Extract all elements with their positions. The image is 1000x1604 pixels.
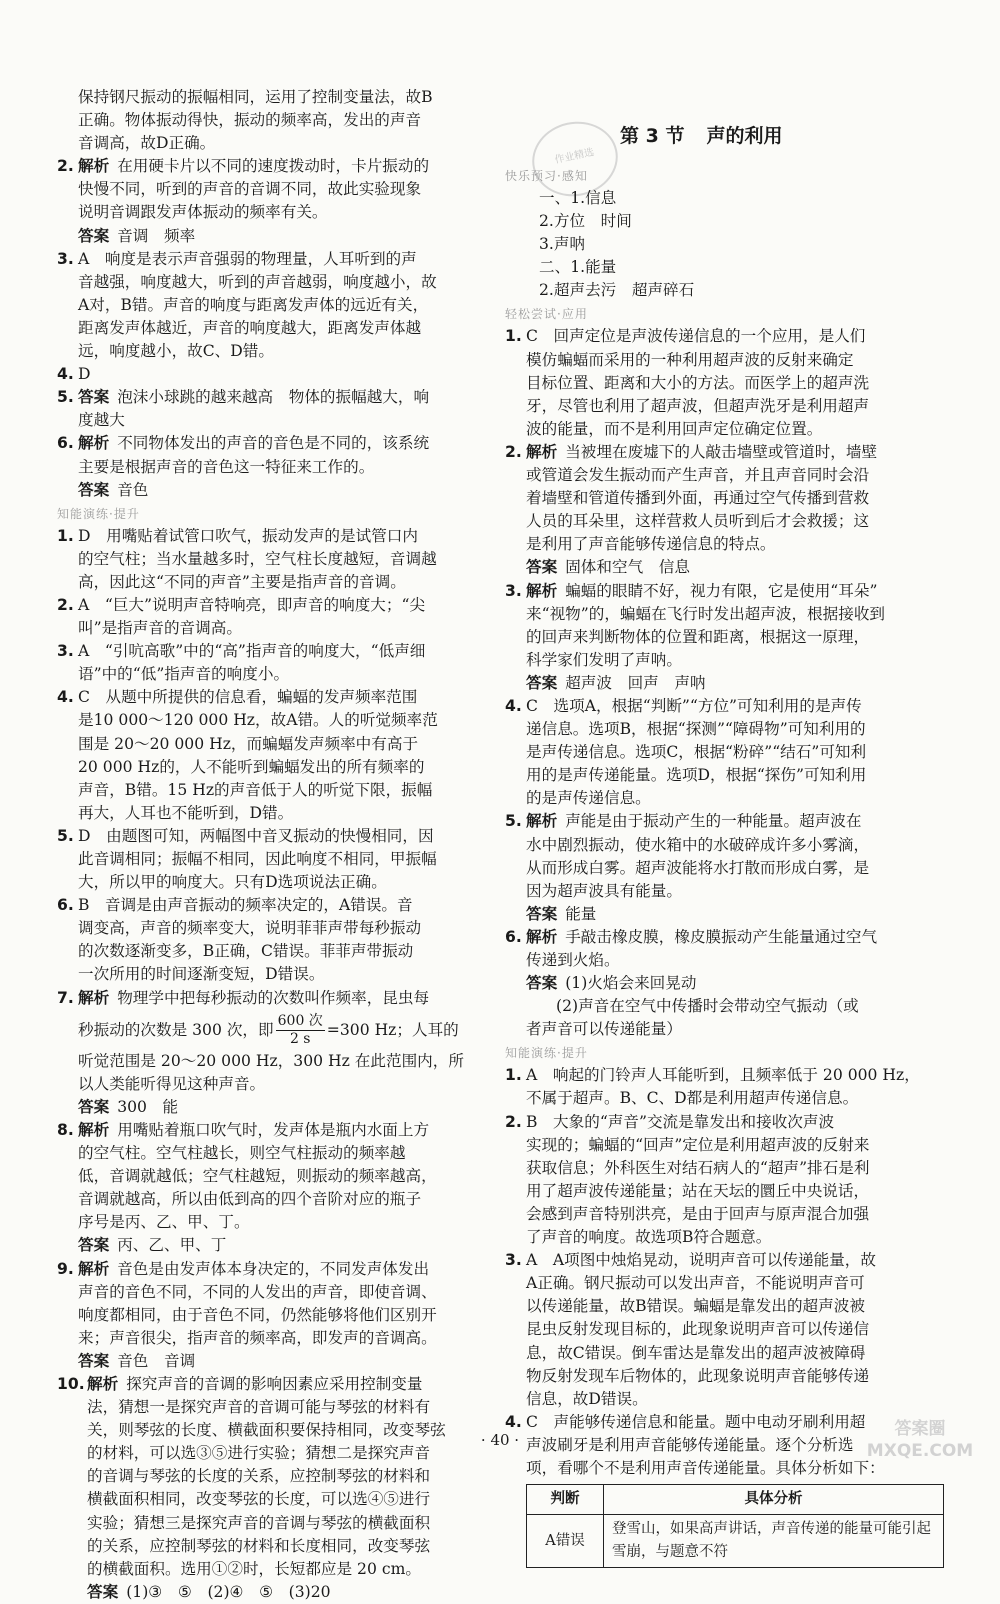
preview-item: [539, 210, 948, 233]
analysis-label: 解析: [526, 581, 558, 600]
question-number: 1.: [505, 1066, 522, 1085]
question-3: [57, 248, 497, 363]
section-number: 第 3 节: [620, 125, 685, 147]
text-line: 音越强，响度越大，听到的声音越弱，响度越小，故: [78, 272, 437, 291]
answer-text: 音色: [117, 480, 149, 499]
text-line: 目标位置、距离和大小的方法。而医学上的超声洗: [526, 373, 870, 392]
text-line: 横截面积相同，改变琴弦的长度，可以选④⑤进行: [87, 1490, 431, 1509]
item-label: 一、1.: [539, 189, 586, 207]
text-fragment: =300 Hz；人耳的: [326, 1020, 459, 1039]
question-number: 5.: [57, 826, 74, 845]
stamp-text: 作业精选: [553, 147, 596, 167]
text-line: 是10 000～120 000 Hz，故A错。人的听觉频率范: [78, 711, 438, 730]
question-number: 9.: [57, 1259, 74, 1278]
text-line: 的是声传递信息。: [526, 789, 651, 808]
answer-text: (2)声音在空气中传播时会带动空气振动（或: [556, 997, 859, 1016]
text-line: B 大象的“声音”交流是靠发出和接收次声波: [526, 1112, 835, 1131]
text-line: 了声音的响度。故选项B符合题意。: [526, 1228, 772, 1247]
answer-text: (1)③ ⑤ (2)④ ⑤ (3)20: [126, 1582, 331, 1601]
table-row: [527, 1515, 944, 1568]
answer-text: (1)火焰会来回晃动: [565, 974, 697, 993]
question-number: 6.: [57, 434, 74, 453]
text-line: 的音调与琴弦的长度的关系，应控制琴弦的材料和: [87, 1467, 431, 1486]
text-line: 会感到声音特别洪亮，是由于回声与原声混合加强: [526, 1204, 870, 1223]
text-line: 当被埋在废墟下的人敲击墙壁或管道时，墙壁: [565, 442, 878, 461]
text-line: 因为超声波具有能量。: [526, 881, 682, 900]
answer-8: [57, 1234, 497, 1257]
text-line: 关，则琴弦的长度、横截面积要保持相同，改变琴弦: [87, 1421, 446, 1440]
text-line: 快慢不同，听到的声音的音调不同，故此实验现象: [78, 180, 422, 199]
answer-label: 答案: [87, 1582, 119, 1601]
section-label: 知能演练·提升: [505, 1046, 588, 1061]
text-line: 探究声音的音调的影响因素应采用控制变量: [126, 1374, 423, 1393]
answer-text: 300 能: [117, 1097, 179, 1116]
answer-text: 超声波 回声 声呐: [565, 673, 706, 692]
answer-2: [57, 225, 497, 248]
text-line: 模仿蝙蝠而采用的一种利用超声波的反射来确定: [526, 350, 854, 369]
text-line: 在用硬卡片以不同的速度拨动时，卡片振动的: [117, 157, 430, 176]
analysis-label: 解析: [87, 1374, 119, 1393]
preview-item: [539, 233, 948, 256]
text-line: 着墙壁和管道传播到外面，再通过空气传播到营救: [526, 489, 870, 508]
analysis-label: 解析: [526, 442, 558, 461]
text-line: 此音调相同；振幅不相同，因此响度不相同，甲振幅: [78, 850, 437, 868]
text-line: 来；声音很尖，指声音的频率高，即发声的音调高。: [78, 1328, 437, 1347]
item-text: 方位 时间: [553, 212, 632, 231]
table-header-row: [527, 1485, 944, 1515]
answer-try-6: [505, 972, 948, 1041]
answer-6: [57, 479, 497, 502]
text-line: 以传递能量，故B错误。蝙蝠是靠发出的超声波被: [526, 1297, 865, 1316]
text-line: 不同物体发出的声音的音色是不同的，该系统: [117, 434, 430, 453]
text-line: 是声传递信息。选项C，根据“粉碎”“结石”可知利: [526, 743, 867, 762]
text-line: 或管道会发生振动而产生声音，并且声音同时会沿: [526, 466, 870, 485]
text-line: 用了超声波传递能量；站在天坛的圜丘中央说话，: [526, 1181, 870, 1200]
page-number: · 40 ·: [480, 1431, 520, 1449]
analysis-label: 解析: [526, 927, 558, 946]
text-line: 一次所用的时间逐渐变短，D错误。: [78, 965, 325, 984]
question-number: 1.: [505, 327, 522, 346]
text-line: C 声能够传递信息和能量。题中电动牙刷利用超: [526, 1412, 866, 1431]
table-header: 具体分析: [604, 1485, 944, 1515]
question-number: 5.: [505, 812, 522, 831]
text-line: 主要是根据声音的音色这一特征来工作的。: [78, 457, 375, 476]
preview-answers: [505, 187, 948, 302]
question-number: 3.: [57, 249, 74, 268]
drill-2: [505, 1111, 948, 1250]
answer-label: 答案: [78, 1097, 110, 1116]
try-2: [505, 441, 948, 556]
question-number: 5.: [57, 388, 74, 407]
answer-label: 答案: [78, 226, 110, 245]
analysis-label: 解析: [78, 434, 110, 453]
text-line: 声波刷牙是利用声音能够传递能量。逐个分析选: [526, 1435, 854, 1454]
answer-try-2: [505, 556, 948, 579]
question-2: [57, 155, 497, 224]
exercise-5: [57, 825, 497, 894]
try-5: [505, 810, 948, 902]
text-line: A 响度是表示声音强弱的物理量，人耳听到的声: [78, 249, 417, 268]
text-line: 以人类能听得见这种声音。: [78, 1074, 266, 1093]
text-line: 用的是声传递能量。选项D，根据“探伤”可知利用: [526, 766, 867, 785]
item-label: 2.: [539, 281, 554, 300]
exercise-1: [57, 525, 497, 594]
formula-line: [78, 1010, 497, 1050]
text-line: 手敲击橡皮膜，橡皮膜振动产生能量通过空气: [565, 927, 878, 946]
answer-label: 答案: [526, 558, 558, 577]
exercise-3: [57, 640, 497, 686]
question-number: 3.: [505, 581, 522, 600]
question-number: 4.: [57, 365, 74, 384]
question-number: 2.: [57, 157, 74, 176]
drill-3: [505, 1249, 948, 1411]
text-line: A正确。钢尺振动可以发出声音，不能说明声音可: [526, 1274, 865, 1293]
answer-label: 答案: [78, 480, 110, 499]
section-label: 快乐预习·感知: [505, 169, 588, 183]
text-line: 远，响度越小，故C、D错。: [78, 342, 274, 361]
text-line: 正确。物体振动得快，振动的频率高，发出的声音: [78, 111, 422, 130]
answer-label: 答案: [78, 1236, 110, 1255]
text-line: 音色是由发声体本身决定的，不同发声体发出: [117, 1259, 430, 1278]
text-fragment: 秒振动的次数是 300 次，即: [78, 1020, 274, 1039]
question-number: 3.: [505, 1251, 522, 1270]
exercise-8: [57, 1119, 497, 1234]
text-line: 音调就越高，所以由低到高的四个音阶对应的瓶子: [78, 1190, 422, 1209]
question-number: 1.: [57, 526, 74, 545]
preview-item: [539, 256, 948, 279]
text-line: 声能是由于振动产生的一种能量。超声波在: [565, 812, 862, 831]
text-line: 法，猜想一是探究声音的音调可能与琴弦的材料有: [87, 1398, 431, 1417]
preview-item: [539, 187, 948, 210]
answer-label: 答案: [526, 673, 558, 692]
text-line: A A项图中烛焰晃动，说明声音可以传递能量，故: [526, 1251, 876, 1270]
exercise-2: [57, 594, 497, 640]
exercise-6: [57, 894, 497, 986]
text-line: 的横截面积。选用①②时，长短都应是 20 cm。: [87, 1559, 421, 1578]
text-line: 物反射发现车后物体的，此现象说明声音能够传递: [526, 1366, 870, 1385]
text-line: 水中剧烈振动，使水箱中的水破碎成许多小雾滴，: [526, 835, 870, 854]
text-line: 昆虫反射发现目标的，此现象说明声音可以传递信: [526, 1320, 870, 1339]
fraction-denominator: 2 s: [289, 1031, 311, 1048]
text-line: 响度都相同，由于音色不同，仍然能够将他们区别开: [78, 1305, 437, 1324]
item-text: 信息: [585, 189, 617, 207]
text-line: 保持钢尺振动的振幅相同，运用了控制变量法，故B: [78, 88, 433, 106]
answer-9: [57, 1350, 497, 1373]
text-line: 息，故C错误。倒车雷达是靠发出的超声波被障碍: [526, 1343, 866, 1362]
text-line: 围是 20～20 000 Hz，而蝙蝠发声频率中有高于: [78, 734, 419, 753]
answer-text: 固体和空气 信息: [565, 558, 690, 577]
preview-item: [539, 279, 948, 302]
left-column: [57, 86, 497, 1604]
question-number: 4.: [505, 1412, 522, 1431]
text-line: 的回声来判断物体的位置和距离，根据这一原理，: [526, 627, 870, 646]
analysis-label: 解析: [78, 1259, 110, 1278]
text-line: 项，看哪个不是利用声音传递能量。具体分析如下：: [526, 1458, 885, 1477]
analysis-label: 解析: [526, 812, 558, 831]
question-number: 7.: [57, 988, 74, 1007]
try-1: [505, 325, 948, 440]
section-name: 声的利用: [706, 125, 783, 147]
answer-label: 答案: [526, 974, 558, 993]
text-line: 高，因此这“不同的声音”主要是指声音的音调。: [78, 572, 406, 591]
analysis-label: 解析: [78, 988, 110, 1007]
text-line: C 选项A，根据“判断”“方位”可知利用的是声传: [526, 696, 862, 715]
text-line: 度越大: [78, 411, 125, 430]
text-line: 实现的；蝙蝠的“回声”定位是利用超声波的反射来: [526, 1135, 870, 1154]
question-5: [57, 386, 497, 432]
text-line: 音调高，故D正确。: [78, 134, 216, 153]
drill-1: [505, 1064, 948, 1110]
question-number: 2.: [505, 1112, 522, 1131]
answer-label: 答案: [78, 388, 110, 407]
watermark: 答案圈 MXQE.COM: [866, 1419, 974, 1461]
question-number: 4.: [505, 696, 522, 715]
text-line: 从而形成白雾。超声波能将水打散而形成白雾，是: [526, 858, 870, 877]
answer-text: 音色 音调: [117, 1351, 196, 1370]
text-line: 获取信息；外科医生对结石病人的“超声”排石是利: [526, 1158, 870, 1177]
text-line: C 回声定位是声波传递信息的一个应用，是人们: [526, 327, 866, 346]
text-line: 递信息。选项B，根据“探测”“障碍物”可知利用的: [526, 720, 866, 739]
text-line: 低，音调就越低；空气柱越短，则振动的频率越高，: [78, 1167, 437, 1186]
intro-paragraph: [57, 86, 497, 155]
text-line: D: [78, 365, 91, 384]
answer-text: 者声音可以传递能量）: [526, 1020, 682, 1039]
text-line: 用嘴贴着瓶口吹气时，发声体是瓶内水面上方: [117, 1120, 430, 1139]
fraction: [276, 1013, 325, 1048]
text-line: 的空气柱。空气柱越长，则空气柱振动的频率越: [78, 1144, 406, 1163]
text-line: 牙，尽管也利用了超声波，但超声洗牙是利用超声: [526, 396, 870, 415]
section-label: 知能演练·提升: [57, 506, 140, 521]
answer-text: 能量: [565, 904, 597, 923]
text-line: C 从题中所提供的信息看，蝙蝠的发声频率范围: [78, 688, 418, 707]
text-line: B 音调是由声音振动的频率决定的，A错误。音: [78, 896, 413, 915]
text-line: 蝙蝠的眼睛不好，视力有限，它是使用“耳朵”: [565, 581, 878, 600]
question-number: 2.: [505, 442, 522, 461]
text-line: 波的能量，而不是利用回声定位确定位置。: [526, 419, 823, 438]
table-cell: 登雪山，如果高声讲话，声音传递的能量可能引起雪崩，与题意不符: [604, 1515, 944, 1568]
exercise-9: [57, 1258, 497, 1350]
text-line: 传递到火焰。: [526, 951, 620, 969]
table-header: 判断: [527, 1485, 604, 1515]
text-line: 听觉范围是 20～20 000 Hz，300 Hz 在此范围内，所: [78, 1051, 464, 1070]
text-line: 物理学中把每秒振动的次数叫作频率，昆虫每: [117, 988, 430, 1007]
text-line: 调变高，声音的频率变大，说明菲菲声带每秒振动: [78, 919, 422, 938]
exercise-10: [57, 1373, 497, 1581]
text-line: 说明音调跟发声体振动的频率有关。: [78, 203, 328, 222]
text-line: 是利用了声音能够传递信息的特点。: [526, 535, 776, 554]
text-line: 语”中的“低”指声音的响度小。: [78, 665, 290, 684]
analysis-table: [526, 1484, 944, 1568]
text-line: D 由题图可知，两幅图中音叉振动的快慢相同，因: [78, 826, 434, 845]
answer-text: 音调 频率: [117, 226, 196, 245]
table-cell: A错误: [527, 1515, 604, 1568]
analysis-label: 解析: [78, 157, 110, 176]
text-line: 大，所以甲的响度大。只有D选项说法正确。: [78, 873, 387, 892]
text-line: 信息，故D错误。: [526, 1389, 648, 1408]
question-number: 4.: [57, 688, 74, 707]
item-label: 2.: [539, 212, 554, 231]
text-line: A “巨大”说明声音特响亮，即声音的响度大；“尖: [78, 595, 426, 614]
exercise-4: [57, 686, 497, 825]
text-line: 泡沫小球跳的越来越高 物体的振幅越大，响: [117, 388, 430, 407]
item-text: 超声去污 超声碎石: [553, 281, 695, 300]
section-label: 轻松尝试·应用: [505, 307, 588, 322]
answer-try-3: [505, 672, 948, 695]
item-label: 3.: [539, 235, 554, 254]
answer-text: 丙、乙、甲、丁: [117, 1236, 227, 1255]
item-text: 能量: [585, 258, 617, 277]
text-line: 来“视物”的，蝙蝠在飞行时发出超声波，根据接收到: [526, 604, 886, 623]
text-line: 再大，人耳也不能听到，D错。: [78, 803, 294, 822]
question-number: 3.: [57, 642, 74, 661]
text-line: 科学家们发明了声呐。: [526, 650, 682, 669]
try-4: [505, 695, 948, 810]
text-line: 的关系，应控制琴弦的材料和长度相同，改变琴弦: [87, 1536, 431, 1555]
text-line: 叫”是指声音的音调高。: [78, 619, 242, 638]
text-line: 声音的音色不同，不同的人发出的声音，即使音调、: [78, 1282, 437, 1301]
question-number: 10.: [57, 1374, 85, 1393]
text-line: 的空气柱；当水量越多时，空气柱长度越短，音调越: [78, 549, 437, 568]
answer-label: 答案: [526, 904, 558, 923]
question-number: 2.: [57, 595, 74, 614]
question-number: 8.: [57, 1120, 74, 1139]
question-6: [57, 432, 497, 478]
text-line: 人员的耳朵里，这样营救人员听到后才会救援；这: [526, 512, 870, 531]
text-line: A对，B错。声音的响度与距离发声体的远近有关，: [78, 295, 429, 314]
answer-10: [57, 1581, 497, 1604]
question-4: [57, 363, 497, 386]
text-line: A 响起的门铃声人耳能听到，且频率低于 20 000 Hz，: [526, 1066, 920, 1085]
question-number: 6.: [57, 896, 74, 915]
answer-7: [57, 1096, 497, 1119]
try-6: [505, 926, 948, 972]
text-line: 20 000 Hz的，人不能听到蝙蝠发出的所有频率的: [78, 757, 425, 776]
text-line: 的材料，可以选③⑤进行实验；猜想二是探究声音: [87, 1444, 431, 1463]
text-line: 实验；猜想三是探究声音的音调与琴弦的横截面积: [87, 1513, 431, 1532]
analysis-label: 解析: [78, 1120, 110, 1139]
text-line: 距离发声体越近，声音的响度越大，距离发声体越: [78, 318, 422, 337]
text-line: A “引吭高歌”中的“高”指声音的响度大，“低声细: [78, 642, 426, 661]
item-label: 二、1.: [539, 258, 586, 277]
text-line: 不属于超声。B、C、D都是利用超声传递信息。: [526, 1089, 859, 1108]
text-line: 的次数逐渐变多，B正确，C错误。菲菲声带振动: [78, 942, 414, 961]
question-number: 6.: [505, 927, 522, 946]
exercise-7: [57, 987, 497, 1096]
item-text: 声呐: [553, 235, 586, 254]
answer-label: 答案: [78, 1351, 110, 1370]
try-3: [505, 580, 948, 672]
text-line: 序号是丙、乙、甲、丁。: [78, 1213, 250, 1232]
text-line: 声音，B错。15 Hz的声音低于人的听觉下限，振幅: [78, 780, 433, 799]
fraction-numerator: 600 次: [277, 1013, 323, 1030]
text-line: D 用嘴贴着试管口吹气，振动发声的是试管口内: [78, 526, 418, 545]
answer-try-5: [505, 903, 948, 926]
right-column: [505, 118, 948, 1568]
